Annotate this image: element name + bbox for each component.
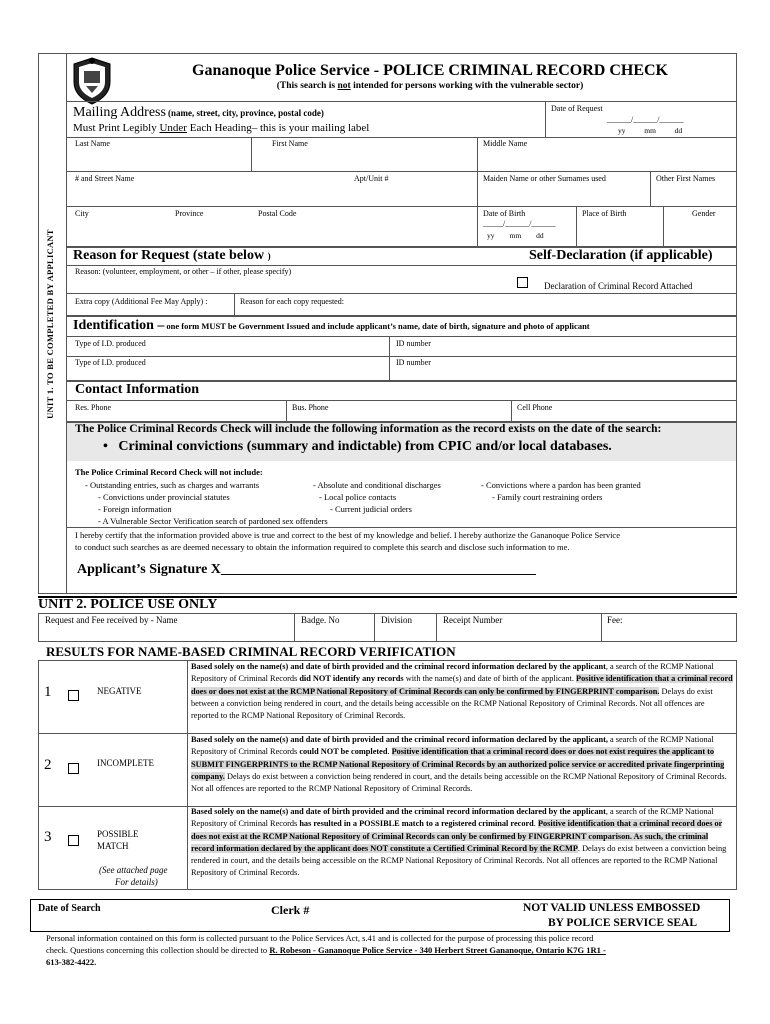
divider	[66, 336, 737, 337]
not-include-c1-2: - Foreign information	[98, 504, 172, 514]
bus-phone-field[interactable]: Bus. Phone	[292, 403, 329, 412]
divider	[66, 293, 737, 294]
not-valid-line-2: BY POLICE SERVICE SEAL	[548, 917, 698, 929]
not-include-c1-3: - A Vulnerable Sector Verification search of pardoned sex offenders	[98, 516, 328, 526]
divider	[650, 171, 651, 206]
divider	[66, 315, 737, 317]
division-field[interactable]: Division	[381, 615, 413, 625]
last-name-field[interactable]: Last Name	[75, 139, 110, 148]
page-title: Gananoque Police Service - POLICE CRIMINAL RECORD CHECK	[192, 62, 668, 79]
id-number-2-field[interactable]: ID number	[396, 358, 431, 367]
divider	[66, 527, 737, 528]
side-label: UNIT 1. TO BE COMPLETED BY APPLICANT	[45, 229, 55, 419]
divider	[477, 171, 478, 206]
divider	[66, 356, 737, 357]
result-2-label: INCOMPLETE	[97, 758, 154, 768]
maiden-name-field[interactable]: Maiden Name or other Surnames used	[483, 174, 606, 183]
result-3-label-1: POSSIBLE	[97, 829, 139, 839]
divider	[477, 206, 478, 246]
dob-parts: yy mm dd	[487, 231, 544, 240]
certify-line-2: to conduct such searches as are deemed necessary to obtain the information required to complete this search and disclose such information to me.	[75, 542, 570, 552]
result-3-label-2: MATCH	[97, 841, 129, 851]
city-field[interactable]: City	[75, 209, 89, 218]
result-2-number: 2	[44, 757, 52, 773]
side-divider	[66, 53, 67, 594]
province-field[interactable]: Province	[175, 209, 204, 218]
mailing-heading: Mailing Address (name, street, city, province, postal code)	[73, 105, 324, 120]
divider	[66, 265, 737, 266]
unit2-heading: UNIT 2. POLICE USE ONLY	[38, 597, 218, 612]
divider	[66, 171, 737, 172]
privacy-line-1: Personal information contained on this form is collected pursuant to the Police Services Act, s.41 and is collected for the purpose of processing this police record	[46, 933, 594, 943]
not-include-c1-1: - Convictions under provincial statutes	[98, 492, 230, 502]
divider	[286, 400, 287, 421]
privacy-line-2: check. Questions concerning this collection should be directed to R. Robeson - Gananoque Police Service - 340 Herbert Street Gananoque, Ontario K7G 1R1 -	[46, 945, 606, 955]
result-3-text: Based solely on the name(s) and date of birth provided and the criminal record information declared by the applicant, a search of the RCMP National Repository of Criminal Records has resulted in a POSSIBLE match to a registered criminal record. Positive identification that a criminal record does or does not exist at the RCMP National Repository of Criminal Records can only be confirmed by FINGERPRINT comparison. As such, the criminal record information declared by the applicant does NOT constitute a Certified Criminal Record by the RCMP. Delays do exist between a conviction being rendered in court, and the details being accessible on the RCMP National Repository of Criminal Records. Not all offences are reported to the RCMP National Repository of Criminal Records.	[191, 807, 727, 878]
first-name-field[interactable]: First Name	[272, 139, 308, 148]
privacy-line-3: 613-382-4422.	[46, 957, 97, 967]
info-bullet: • Criminal convictions (summary and indictable) from CPIC and/or local databases.	[103, 439, 612, 454]
not-include-c3-1: - Family court restraining orders	[492, 492, 603, 502]
reason-each-copy-field[interactable]: Reason for each copy requested:	[240, 297, 344, 306]
apt-field[interactable]: Apt/Unit #	[354, 174, 389, 183]
date-of-request-label: Date of Request	[551, 104, 603, 113]
id-type-2-field[interactable]: Type of I.D. produced	[75, 358, 146, 367]
result-2-text: Based solely on the name(s) and date of birth provided and the criminal record information declared by the applicant, a search of the RCMP National Repository of Criminal Records could NOT be completed. Positive identification that a criminal record does or does not exist requires the applicant to SUBMIT FINGERPRINTS to the RCMP National Repository of Criminal Records by an authorized police service or accredited private fingerprinting company. Delays do exist between a conviction being rendered in court, and the details being accessible on the RCMP National Repository of Criminal Records. Not all offences are reported to the RCMP National Repository of Criminal Records.	[191, 735, 727, 794]
middle-name-field[interactable]: Middle Name	[483, 139, 528, 148]
divider	[187, 660, 188, 890]
fee-field[interactable]: Fee:	[607, 615, 623, 625]
extra-copy-field[interactable]: Extra copy (Additional Fee May Apply) :	[75, 297, 208, 306]
date-of-request-parts: yy mm dd	[618, 126, 683, 135]
received-by-field[interactable]: Request and Fee received by - Name	[45, 615, 178, 625]
divider	[251, 137, 252, 171]
not-valid-line-1: NOT VALID UNLESS EMBOSSED	[523, 902, 701, 914]
declaration-checkbox[interactable]	[517, 277, 528, 288]
not-include-c1-0: - Outstanding entries, such as charges and warrants	[85, 480, 260, 490]
mailing-instruction: Must Print Legibly Under Each Heading– this is your mailing label	[73, 122, 370, 134]
divider	[576, 206, 577, 246]
divider	[66, 400, 737, 401]
gender-field[interactable]: Gender	[692, 209, 716, 218]
result-3-checkbox[interactable]	[68, 835, 79, 846]
divider	[511, 400, 512, 421]
not-include-c2-2: - Current judicial orders	[330, 504, 412, 514]
result-1-number: 1	[44, 684, 52, 700]
cell-phone-field[interactable]: Cell Phone	[517, 403, 553, 412]
street-field[interactable]: # and Street Name	[75, 174, 135, 183]
divider	[374, 613, 375, 642]
result-3-note-1: (See attached page	[99, 865, 168, 875]
divider	[294, 613, 295, 642]
results-heading: RESULTS FOR NAME-BASED CRIMINAL RECORD VERIFICATION	[46, 644, 456, 659]
result-2-checkbox[interactable]	[68, 763, 79, 774]
result-1-label: NEGATIVE	[97, 686, 142, 696]
result-1-checkbox[interactable]	[68, 690, 79, 701]
divider	[234, 293, 235, 315]
divider	[389, 336, 390, 380]
result-1-text: Based solely on the name(s) and date of birth provided and the criminal record information declared by the applicant, a search of the RCMP National Repository of Criminal Records did NOT identify any records with the name(s) and date of birth of the applicant. Positive identification that a criminal record does or does not exist at the RCMP National Repository of Criminal Records can only be confirmed by FINGERPRINT comparison. Delays do exist between a conviction being rendered in court, and the details being accessible on the RCMP National Repository of Criminal Records. Not all offences are reported to the RCMP National Repository of Criminal Records.	[191, 662, 733, 721]
divider	[436, 613, 437, 642]
dob-label: Date of Birth	[483, 209, 526, 218]
police-crest-logo	[70, 56, 114, 106]
certify-line-1: I hereby certify that the information provided above is true and correct to the best of my knowledge and belief. I hereby authorize the Gananoque Police Service	[75, 530, 620, 540]
declaration-label: Declaration of Criminal Record Attached	[544, 281, 693, 291]
date-of-search-field[interactable]: Date of Search	[38, 903, 101, 914]
place-of-birth-field[interactable]: Place of Birth	[582, 209, 627, 218]
reason-heading: Reason for Request (state below )	[73, 248, 271, 263]
not-include-c3-0: - Convictions where a pardon has been granted	[481, 480, 641, 490]
date-of-request-field[interactable]: ______/______/______	[607, 115, 684, 124]
receipt-number-field[interactable]: Receipt Number	[443, 615, 503, 625]
not-include-c2-0: - Absolute and conditional discharges	[313, 480, 441, 490]
result-3-number: 3	[44, 829, 52, 845]
dob-field[interactable]: _____/______/______	[483, 219, 556, 228]
res-phone-field[interactable]: Res. Phone	[75, 403, 111, 412]
id-number-1-field[interactable]: ID number	[396, 339, 431, 348]
self-declaration-heading: Self-Declaration (if applicable)	[529, 248, 713, 263]
reason-field[interactable]: Reason: (volunteer, employment, or other – if other, please specify)	[75, 267, 292, 276]
divider	[66, 206, 737, 207]
info-intro: The Police Criminal Records Check will include the following information as the record exists on the date of the search:	[75, 423, 662, 435]
result-3-note-2: For details)	[115, 877, 158, 887]
divider	[545, 101, 546, 137]
divider	[66, 137, 737, 138]
applicant-signature-field[interactable]: Applicant’s Signature X_____________________________________________	[77, 562, 536, 577]
other-first-names-field[interactable]: Other First Names	[656, 174, 716, 183]
divider	[477, 137, 478, 171]
id-type-1-field[interactable]: Type of I.D. produced	[75, 339, 146, 348]
identification-heading: Identification – one form MUST be Government Issued and include applicant’s name, date of birth, signature and photo of applicant	[73, 318, 590, 333]
contact-heading: Contact Information	[75, 382, 200, 397]
divider	[601, 613, 602, 642]
postal-code-field[interactable]: Postal Code	[258, 209, 297, 218]
not-include-heading: The Police Criminal Record Check will not include:	[75, 467, 263, 477]
divider	[66, 101, 737, 102]
not-include-c2-1: - Local police contacts	[319, 492, 397, 502]
page-subtitle: (This search is not intended for persons working with the vulnerable sector)	[276, 81, 584, 91]
badge-no-field[interactable]: Badge. No	[301, 615, 340, 625]
clerk-field[interactable]: Clerk #	[271, 903, 310, 917]
divider	[663, 206, 664, 246]
